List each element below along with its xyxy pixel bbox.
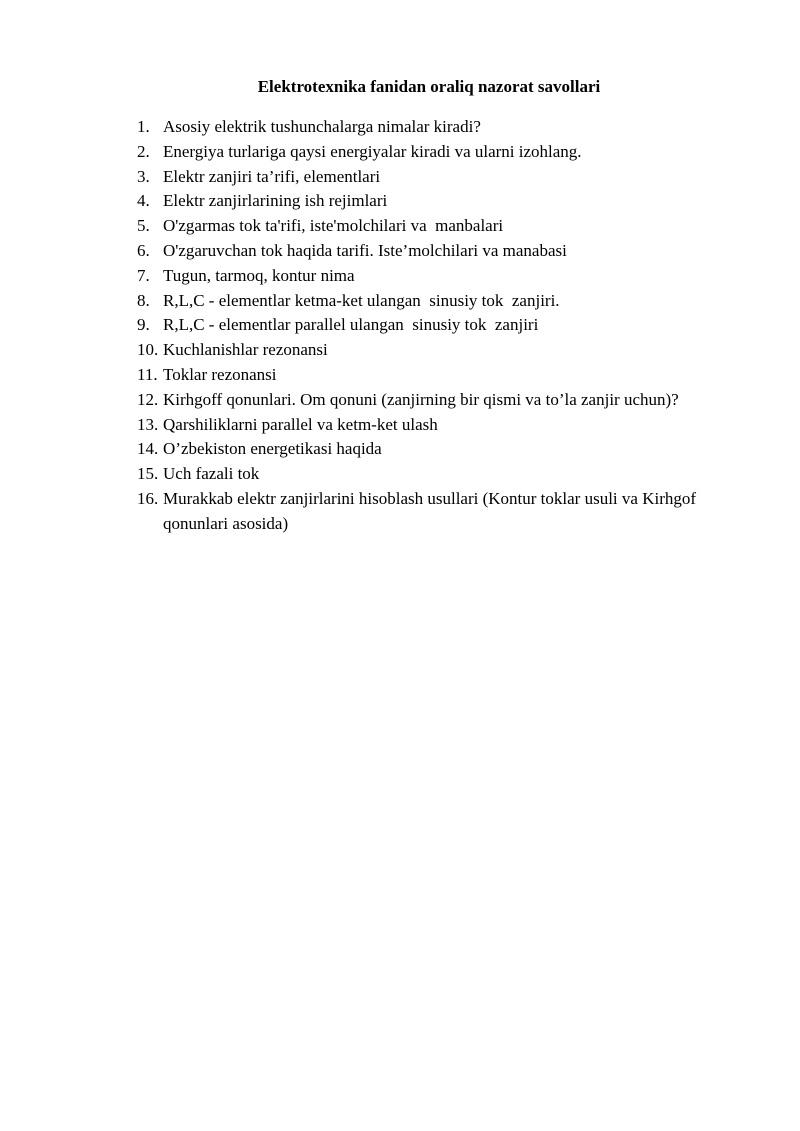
list-item	[137, 239, 777, 264]
list-item-text: Asosiy elektrik tushunchalarga nimalar kiradi?	[163, 117, 481, 136]
list-item-number: 1.	[137, 117, 150, 136]
list-item-number: 3.	[137, 166, 150, 186]
list-item-number: 13.	[137, 414, 159, 434]
list-item-number: 8.	[137, 290, 150, 310]
list-item	[137, 289, 777, 314]
list-item-text: Toklar rezonansi	[163, 364, 277, 384]
list-item	[137, 189, 777, 214]
list-item-text: Kirhgoff qonunlari. Om qonuni (zanjirning bir qismi va to’la zanjir uchun)?	[163, 389, 679, 409]
list-item-number: 11.	[137, 364, 158, 384]
list-item-text: Elektr zanjirlarining ish rejimlari	[163, 191, 388, 211]
list-item	[137, 437, 777, 462]
list-item-text: O'zgarmas tok ta'rifi, iste'molchilari va manbalari	[163, 216, 504, 236]
list-item-number: 16.	[137, 488, 159, 508]
list-item-text: Qarshiliklarni parallel va ketm-ket ulash	[163, 414, 438, 434]
list-item-number: 4.	[137, 191, 150, 211]
list-item-text: R,L,C - elementlar ketma-ket ulangan sinusiy tok zanjiri.	[163, 290, 560, 310]
list-item	[137, 413, 777, 438]
list-item	[137, 313, 777, 338]
list-item-text: Murakkab elektr zanjirlarini hisoblash usullari (Kontur toklar usuli va Kirhgof qonunlari asosida)	[163, 488, 701, 533]
list-item-text: O’zbekiston energetikasi haqida	[163, 439, 382, 459]
list-item-number: 12.	[137, 389, 159, 409]
list-item	[137, 214, 777, 239]
list-item-number: 15.	[137, 464, 159, 484]
list-item-text: O'zgaruvchan tok haqida tarifi. Iste’molchilari va manabasi	[163, 240, 567, 260]
list-item	[137, 487, 777, 537]
list-item	[137, 462, 777, 487]
list-item-number: 2.	[137, 141, 150, 161]
list-item	[137, 338, 777, 363]
list-item-number: 6.	[137, 240, 150, 260]
list-item-text: Energiya turlariga qaysi energiyalar kiradi va ularni izohlang.	[163, 141, 582, 161]
question-list	[137, 115, 777, 537]
list-item-number: 10.	[137, 340, 159, 360]
list-item-text: Elektr zanjiri ta’rifi, elementlari	[163, 166, 381, 186]
list-item-text: Kuchlanishlar rezonansi	[163, 340, 328, 360]
list-item-text: Uch fazali tok	[163, 464, 260, 484]
list-item-number: 14.	[137, 439, 159, 459]
list-item	[137, 388, 777, 413]
list-item	[137, 140, 777, 165]
list-item-number: 5.	[137, 216, 150, 236]
list-item-text: R,L,C - elementlar parallel ulangan sinusiy tok zanjiri	[163, 315, 539, 335]
list-item	[137, 264, 777, 289]
list-item	[137, 363, 777, 388]
document-title: Elektrotexnika fanidan oraliq nazorat savollari	[257, 77, 601, 96]
list-item	[137, 115, 777, 140]
list-item	[137, 165, 777, 190]
list-item-number: 7.	[137, 265, 150, 285]
list-item-number: 9.	[137, 315, 150, 335]
list-item-text: Tugun, tarmoq, kontur nima	[163, 265, 355, 285]
